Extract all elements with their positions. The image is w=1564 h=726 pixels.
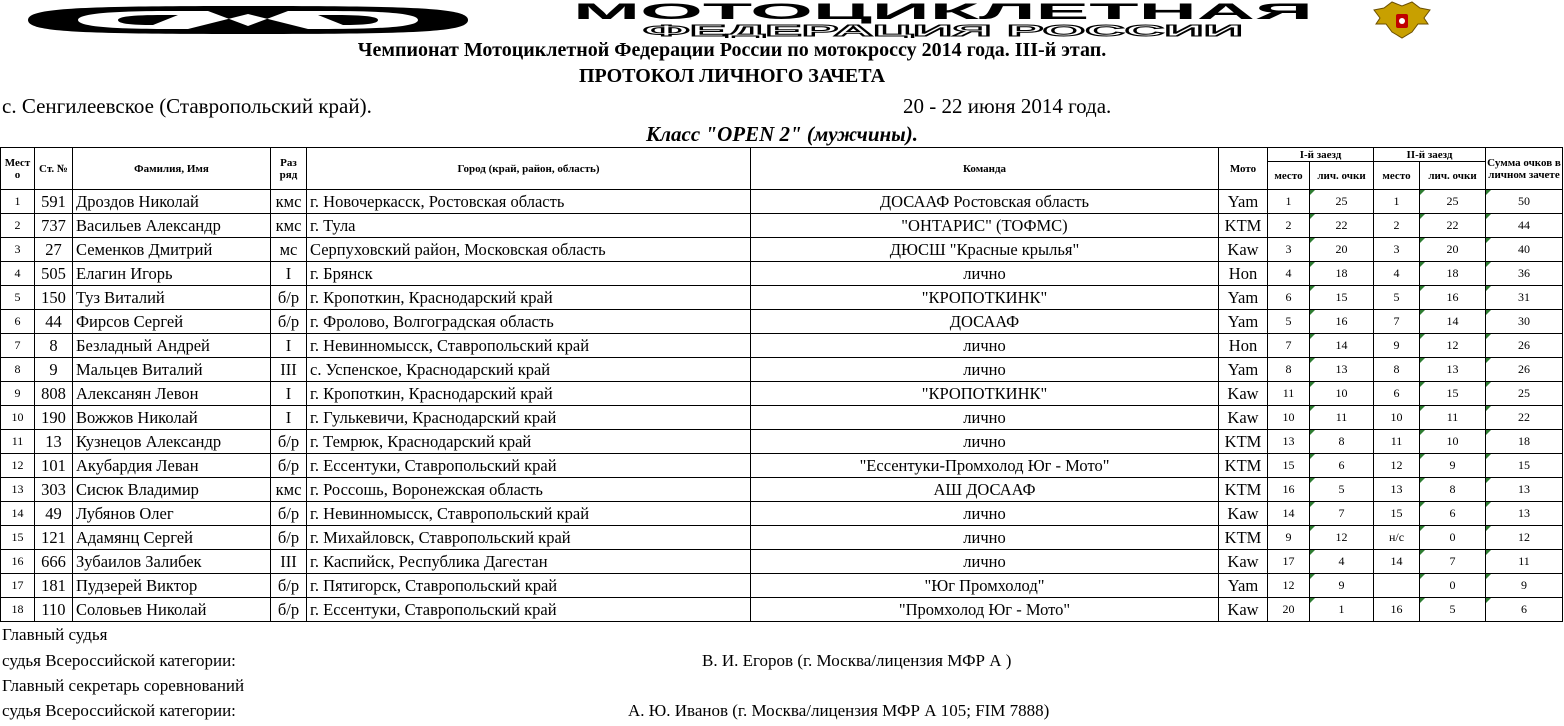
- chief-secretary-name: А. Ю. Иванов (г. Москва/лицензия МФР А 105; FIM 7888): [628, 701, 1050, 720]
- cell-race2-points: 20: [1420, 238, 1486, 262]
- cell-race1-points: 10: [1310, 382, 1374, 406]
- cell-place: 2: [1, 214, 35, 238]
- cell-rank: III: [271, 550, 307, 574]
- cell-race2-place: 12: [1374, 454, 1420, 478]
- cell-city: Серпуховский район, Московская область: [307, 238, 751, 262]
- col-header-start-no: Ст. №: [35, 148, 73, 190]
- cell-rank: б/р: [271, 454, 307, 478]
- col-header-race1-points: лич. очки: [1310, 162, 1374, 190]
- cell-race1-points: 18: [1310, 262, 1374, 286]
- cell-start-no: 150: [35, 286, 73, 310]
- cell-rank: б/р: [271, 502, 307, 526]
- cell-race2-place: [1374, 574, 1420, 598]
- cell-place: 10: [1, 406, 35, 430]
- cell-race1-place: 17: [1268, 550, 1310, 574]
- cell-race1-place: 1: [1268, 190, 1310, 214]
- table-row: [1, 238, 1563, 262]
- cell-total: 40: [1486, 238, 1563, 262]
- cell-race1-points: 8: [1310, 430, 1374, 454]
- cell-race1-place: 3: [1268, 238, 1310, 262]
- cell-total: 6: [1486, 598, 1563, 622]
- table-row: [1, 190, 1563, 214]
- cell-rank: кмс: [271, 190, 307, 214]
- cell-race1-points: 4: [1310, 550, 1374, 574]
- cell-total: 26: [1486, 334, 1563, 358]
- federation-logo-text-icon: [568, 0, 1318, 38]
- cell-race2-place: 7: [1374, 310, 1420, 334]
- col-header-name: Фамилия, Имя: [73, 148, 271, 190]
- cell-race2-place: 2: [1374, 214, 1420, 238]
- cell-city: г. Кропоткин, Краснодарский край: [307, 382, 751, 406]
- cell-city: г. Тула: [307, 214, 751, 238]
- cell-rank: мс: [271, 238, 307, 262]
- cell-team: "Ессентуки-Промхолод Юг - Мото": [751, 454, 1219, 478]
- cell-team: ДЮСШ "Красные крылья": [751, 238, 1219, 262]
- cell-race1-place: 16: [1268, 478, 1310, 502]
- col-header-race1-place: место: [1268, 162, 1310, 190]
- cell-name: Лубянов Олег: [73, 502, 271, 526]
- col-header-race2-points: лич. очки: [1420, 162, 1486, 190]
- cell-start-no: 9: [35, 358, 73, 382]
- cell-race2-place: 13: [1374, 478, 1420, 502]
- cell-place: 6: [1, 310, 35, 334]
- cell-start-no: 737: [35, 214, 73, 238]
- cell-race2-points: 11: [1420, 406, 1486, 430]
- cell-rank: б/р: [271, 526, 307, 550]
- cell-team: лично: [751, 406, 1219, 430]
- cell-race2-points: 0: [1420, 526, 1486, 550]
- cell-name: Пудзерей Виктор: [73, 574, 271, 598]
- cell-start-no: 121: [35, 526, 73, 550]
- cell-race2-points: 7: [1420, 550, 1486, 574]
- cell-city: г. Новочеркасск, Ростовская область: [307, 190, 751, 214]
- cell-moto: Kaw: [1219, 406, 1268, 430]
- cell-rank: б/р: [271, 310, 307, 334]
- table-row: [1, 334, 1563, 358]
- document-header: [0, 0, 1564, 40]
- cell-total: 22: [1486, 406, 1563, 430]
- cell-total: 25: [1486, 382, 1563, 406]
- cell-city: г. Темрюк, Краснодарский край: [307, 430, 751, 454]
- cell-name: Сисюк Владимир: [73, 478, 271, 502]
- cell-city: г. Пятигорск, Ставропольский край: [307, 574, 751, 598]
- cell-race2-place: 9: [1374, 334, 1420, 358]
- cell-team: "Промхолод Юг - Мото": [751, 598, 1219, 622]
- cell-team: "КРОПОТКИНК": [751, 286, 1219, 310]
- cell-name: Мальцев Виталий: [73, 358, 271, 382]
- cell-moto: Yam: [1219, 358, 1268, 382]
- cell-moto: Kaw: [1219, 598, 1268, 622]
- cell-start-no: 808: [35, 382, 73, 406]
- cell-race1-points: 15: [1310, 286, 1374, 310]
- cell-rank: III: [271, 358, 307, 382]
- cell-race2-place: 15: [1374, 502, 1420, 526]
- cell-start-no: 27: [35, 238, 73, 262]
- cell-race2-place: 5: [1374, 286, 1420, 310]
- cell-total: 36: [1486, 262, 1563, 286]
- cell-start-no: 181: [35, 574, 73, 598]
- cell-place: 12: [1, 454, 35, 478]
- cell-place: 16: [1, 550, 35, 574]
- cell-rank: I: [271, 406, 307, 430]
- cell-name: Семенков Дмитрий: [73, 238, 271, 262]
- cell-place: 14: [1, 502, 35, 526]
- cell-race1-points: 5: [1310, 478, 1374, 502]
- cell-name: Вожжов Николай: [73, 406, 271, 430]
- cell-race2-place: 3: [1374, 238, 1420, 262]
- cell-race1-place: 2: [1268, 214, 1310, 238]
- cell-start-no: 303: [35, 478, 73, 502]
- cell-place: 1: [1, 190, 35, 214]
- cell-race2-place: 10: [1374, 406, 1420, 430]
- cell-moto: Kaw: [1219, 382, 1268, 406]
- cell-name: Акубардия Леван: [73, 454, 271, 478]
- cell-start-no: 110: [35, 598, 73, 622]
- cell-team: лично: [751, 502, 1219, 526]
- protocol-title: ПРОТОКОЛ ЛИЧНОГО ЗАЧЕТА: [578, 65, 886, 87]
- col-header-race2-place: место: [1374, 162, 1420, 190]
- cell-moto: Yam: [1219, 310, 1268, 334]
- cell-race2-points: 14: [1420, 310, 1486, 334]
- cell-start-no: 190: [35, 406, 73, 430]
- cell-start-no: 44: [35, 310, 73, 334]
- cell-start-no: 666: [35, 550, 73, 574]
- cell-race1-place: 20: [1268, 598, 1310, 622]
- cell-race1-place: 13: [1268, 430, 1310, 454]
- cell-race2-points: 16: [1420, 286, 1486, 310]
- cell-name: Фирсов Сергей: [73, 310, 271, 334]
- cell-race1-points: 20: [1310, 238, 1374, 262]
- table-row: [1, 262, 1563, 286]
- mfr-logo-icon: [18, 4, 478, 36]
- cell-race1-points: 25: [1310, 190, 1374, 214]
- cell-race2-place: 14: [1374, 550, 1420, 574]
- cell-place: 15: [1, 526, 35, 550]
- cell-race2-points: 15: [1420, 382, 1486, 406]
- cell-rank: кмс: [271, 214, 307, 238]
- cell-total: 18: [1486, 430, 1563, 454]
- cell-moto: KTM: [1219, 430, 1268, 454]
- cell-city: г. Михайловск, Ставропольский край: [307, 526, 751, 550]
- cell-race1-place: 12: [1268, 574, 1310, 598]
- table-row: [1, 358, 1563, 382]
- cell-race1-points: 1: [1310, 598, 1374, 622]
- cell-team: ДОСААФ: [751, 310, 1219, 334]
- cell-city: г. Россошь, Воронежская область: [307, 478, 751, 502]
- cell-race2-points: 10: [1420, 430, 1486, 454]
- cell-moto: KTM: [1219, 454, 1268, 478]
- cell-race1-place: 5: [1268, 310, 1310, 334]
- russian-eagle-emblem-icon: [1370, 0, 1434, 40]
- cell-total: 12: [1486, 526, 1563, 550]
- cell-city: г. Ессентуки, Ставропольский край: [307, 598, 751, 622]
- cell-race2-points: 22: [1420, 214, 1486, 238]
- cell-race1-points: 7: [1310, 502, 1374, 526]
- cell-race1-place: 14: [1268, 502, 1310, 526]
- cell-rank: кмс: [271, 478, 307, 502]
- cell-race1-place: 4: [1268, 262, 1310, 286]
- table-row: [1, 214, 1563, 238]
- cell-total: 13: [1486, 502, 1563, 526]
- svg-text:МОТОЦИКЛЕТНАЯ: МОТОЦИКЛЕТНАЯ: [573, 0, 1313, 24]
- table-row: [1, 574, 1563, 598]
- col-header-race1: I-й заезд: [1268, 148, 1374, 162]
- championship-title: Чемпионат Мотоциклетной Федерации России по мотокроссу 2014 года. III-й этап.: [357, 39, 1107, 61]
- chief-secretary-label: Главный секретарь соревнований: [2, 676, 245, 695]
- cell-total: 9: [1486, 574, 1563, 598]
- cell-city: г. Невинномысск, Ставропольский край: [307, 502, 751, 526]
- cell-race1-points: 11: [1310, 406, 1374, 430]
- cell-team: ДОСААФ Ростовская область: [751, 190, 1219, 214]
- cell-team: АШ ДОСААФ: [751, 478, 1219, 502]
- cell-team: лично: [751, 334, 1219, 358]
- cell-race2-points: 25: [1420, 190, 1486, 214]
- table-row: [1, 550, 1563, 574]
- cell-race2-place: 16: [1374, 598, 1420, 622]
- cell-team: "Юг Промхолод": [751, 574, 1219, 598]
- cell-moto: KTM: [1219, 526, 1268, 550]
- cell-total: 13: [1486, 478, 1563, 502]
- cell-rank: б/р: [271, 574, 307, 598]
- cell-race2-place: 11: [1374, 430, 1420, 454]
- cell-rank: б/р: [271, 598, 307, 622]
- cell-race1-place: 7: [1268, 334, 1310, 358]
- cell-moto: Hon: [1219, 262, 1268, 286]
- cell-name: Алексанян Левон: [73, 382, 271, 406]
- cell-place: 4: [1, 262, 35, 286]
- event-location: с. Сенгилеевское (Ставропольский край).: [2, 94, 372, 118]
- cell-place: 7: [1, 334, 35, 358]
- cell-race2-place: н/с: [1374, 526, 1420, 550]
- cell-place: 11: [1, 430, 35, 454]
- cell-race1-place: 10: [1268, 406, 1310, 430]
- cell-race2-place: 4: [1374, 262, 1420, 286]
- cell-city: г. Невинномысск, Ставропольский край: [307, 334, 751, 358]
- col-header-rank: Раз ряд: [271, 148, 307, 190]
- cell-race1-points: 14: [1310, 334, 1374, 358]
- cell-race2-points: 18: [1420, 262, 1486, 286]
- cell-race2-place: 6: [1374, 382, 1420, 406]
- cell-name: Туз Виталий: [73, 286, 271, 310]
- cell-name: Адамянц Сергей: [73, 526, 271, 550]
- cell-moto: Yam: [1219, 190, 1268, 214]
- cell-total: 26: [1486, 358, 1563, 382]
- event-dates: 20 - 22 июня 2014 года.: [903, 94, 1112, 118]
- cell-race2-place: 1: [1374, 190, 1420, 214]
- col-header-total: Сумма очков в личном зачете: [1486, 148, 1563, 190]
- svg-text:ФЕДЕРАЦИЯ РОССИИ: ФЕДЕРАЦИЯ РОССИИ: [643, 23, 1243, 38]
- cell-start-no: 591: [35, 190, 73, 214]
- cell-team: лично: [751, 526, 1219, 550]
- cell-team: лично: [751, 358, 1219, 382]
- cell-city: г. Каспийск, Республика Дагестан: [307, 550, 751, 574]
- cell-place: 9: [1, 382, 35, 406]
- col-header-moto: Мото: [1219, 148, 1268, 190]
- cell-team: лично: [751, 430, 1219, 454]
- cell-team: лично: [751, 262, 1219, 286]
- cell-rank: б/р: [271, 286, 307, 310]
- col-header-team: Команда: [751, 148, 1219, 190]
- cell-team: "КРОПОТКИНК": [751, 382, 1219, 406]
- cell-rank: б/р: [271, 430, 307, 454]
- cell-place: 5: [1, 286, 35, 310]
- cell-race1-points: 9: [1310, 574, 1374, 598]
- cell-race1-place: 11: [1268, 382, 1310, 406]
- category-label-2: судья Всероссийской категории:: [2, 701, 236, 720]
- cell-rank: I: [271, 382, 307, 406]
- cell-race1-place: 15: [1268, 454, 1310, 478]
- cell-total: 50: [1486, 190, 1563, 214]
- cell-city: г. Гулькевичи, Краснодарский край: [307, 406, 751, 430]
- cell-place: 17: [1, 574, 35, 598]
- cell-race2-points: 9: [1420, 454, 1486, 478]
- cell-race1-points: 16: [1310, 310, 1374, 334]
- col-header-city: Город (край, район, область): [307, 148, 751, 190]
- table-row: [1, 478, 1563, 502]
- cell-name: Зубаилов Залибек: [73, 550, 271, 574]
- cell-name: Кузнецов Александр: [73, 430, 271, 454]
- table-row: [1, 502, 1563, 526]
- cell-name: Дроздов Николай: [73, 190, 271, 214]
- results-table: [0, 147, 1563, 622]
- table-row: [1, 286, 1563, 310]
- cell-place: 8: [1, 358, 35, 382]
- table-row: [1, 382, 1563, 406]
- cell-moto: KTM: [1219, 214, 1268, 238]
- cell-total: 44: [1486, 214, 1563, 238]
- cell-race1-points: 22: [1310, 214, 1374, 238]
- cell-total: 31: [1486, 286, 1563, 310]
- cell-rank: I: [271, 334, 307, 358]
- cell-total: 30: [1486, 310, 1563, 334]
- table-row: [1, 526, 1563, 550]
- cell-moto: Yam: [1219, 286, 1268, 310]
- table-row: [1, 430, 1563, 454]
- cell-race2-points: 8: [1420, 478, 1486, 502]
- table-row: [1, 310, 1563, 334]
- cell-total: 15: [1486, 454, 1563, 478]
- cell-moto: Hon: [1219, 334, 1268, 358]
- cell-moto: KTM: [1219, 478, 1268, 502]
- cell-start-no: 8: [35, 334, 73, 358]
- col-header-race2: II-й заезд: [1374, 148, 1486, 162]
- col-header-place: Мест о: [1, 148, 35, 190]
- cell-race2-points: 5: [1420, 598, 1486, 622]
- cell-team: "ОНТАРИС" (ТОФМС): [751, 214, 1219, 238]
- table-row: [1, 598, 1563, 622]
- cell-race2-place: 8: [1374, 358, 1420, 382]
- cell-rank: I: [271, 262, 307, 286]
- cell-moto: Kaw: [1219, 238, 1268, 262]
- cell-race2-points: 12: [1420, 334, 1486, 358]
- cell-city: с. Успенское, Краснодарский край: [307, 358, 751, 382]
- category-label-1: судья Всероссийской категории:: [2, 651, 236, 670]
- cell-place: 13: [1, 478, 35, 502]
- cell-place: 18: [1, 598, 35, 622]
- cell-start-no: 13: [35, 430, 73, 454]
- cell-moto: Yam: [1219, 574, 1268, 598]
- cell-race2-points: 0: [1420, 574, 1486, 598]
- cell-place: 3: [1, 238, 35, 262]
- table-row: [1, 454, 1563, 478]
- cell-start-no: 101: [35, 454, 73, 478]
- race-class: Класс "OPEN 2" (мужчины).: [646, 122, 918, 146]
- cell-name: Соловьев Николай: [73, 598, 271, 622]
- cell-city: г. Фролово, Волгоградская область: [307, 310, 751, 334]
- cell-team: лично: [751, 550, 1219, 574]
- cell-city: г. Брянск: [307, 262, 751, 286]
- cell-city: г. Ессентуки, Ставропольский край: [307, 454, 751, 478]
- cell-start-no: 49: [35, 502, 73, 526]
- cell-race1-points: 13: [1310, 358, 1374, 382]
- table-row: [1, 406, 1563, 430]
- cell-race1-points: 12: [1310, 526, 1374, 550]
- cell-race2-points: 6: [1420, 502, 1486, 526]
- cell-race2-points: 13: [1420, 358, 1486, 382]
- cell-name: Безладный Андрей: [73, 334, 271, 358]
- chief-judge-name: В. И. Егоров (г. Москва/лицензия МФР А ): [702, 651, 1012, 670]
- cell-race1-points: 6: [1310, 454, 1374, 478]
- cell-race1-place: 6: [1268, 286, 1310, 310]
- cell-race1-place: 8: [1268, 358, 1310, 382]
- cell-city: г. Кропоткин, Краснодарский край: [307, 286, 751, 310]
- cell-total: 11: [1486, 550, 1563, 574]
- cell-name: Елагин Игорь: [73, 262, 271, 286]
- cell-start-no: 505: [35, 262, 73, 286]
- cell-moto: Kaw: [1219, 550, 1268, 574]
- chief-judge-label: Главный судья: [2, 625, 108, 644]
- cell-moto: Kaw: [1219, 502, 1268, 526]
- cell-race1-place: 9: [1268, 526, 1310, 550]
- cell-name: Васильев Александр: [73, 214, 271, 238]
